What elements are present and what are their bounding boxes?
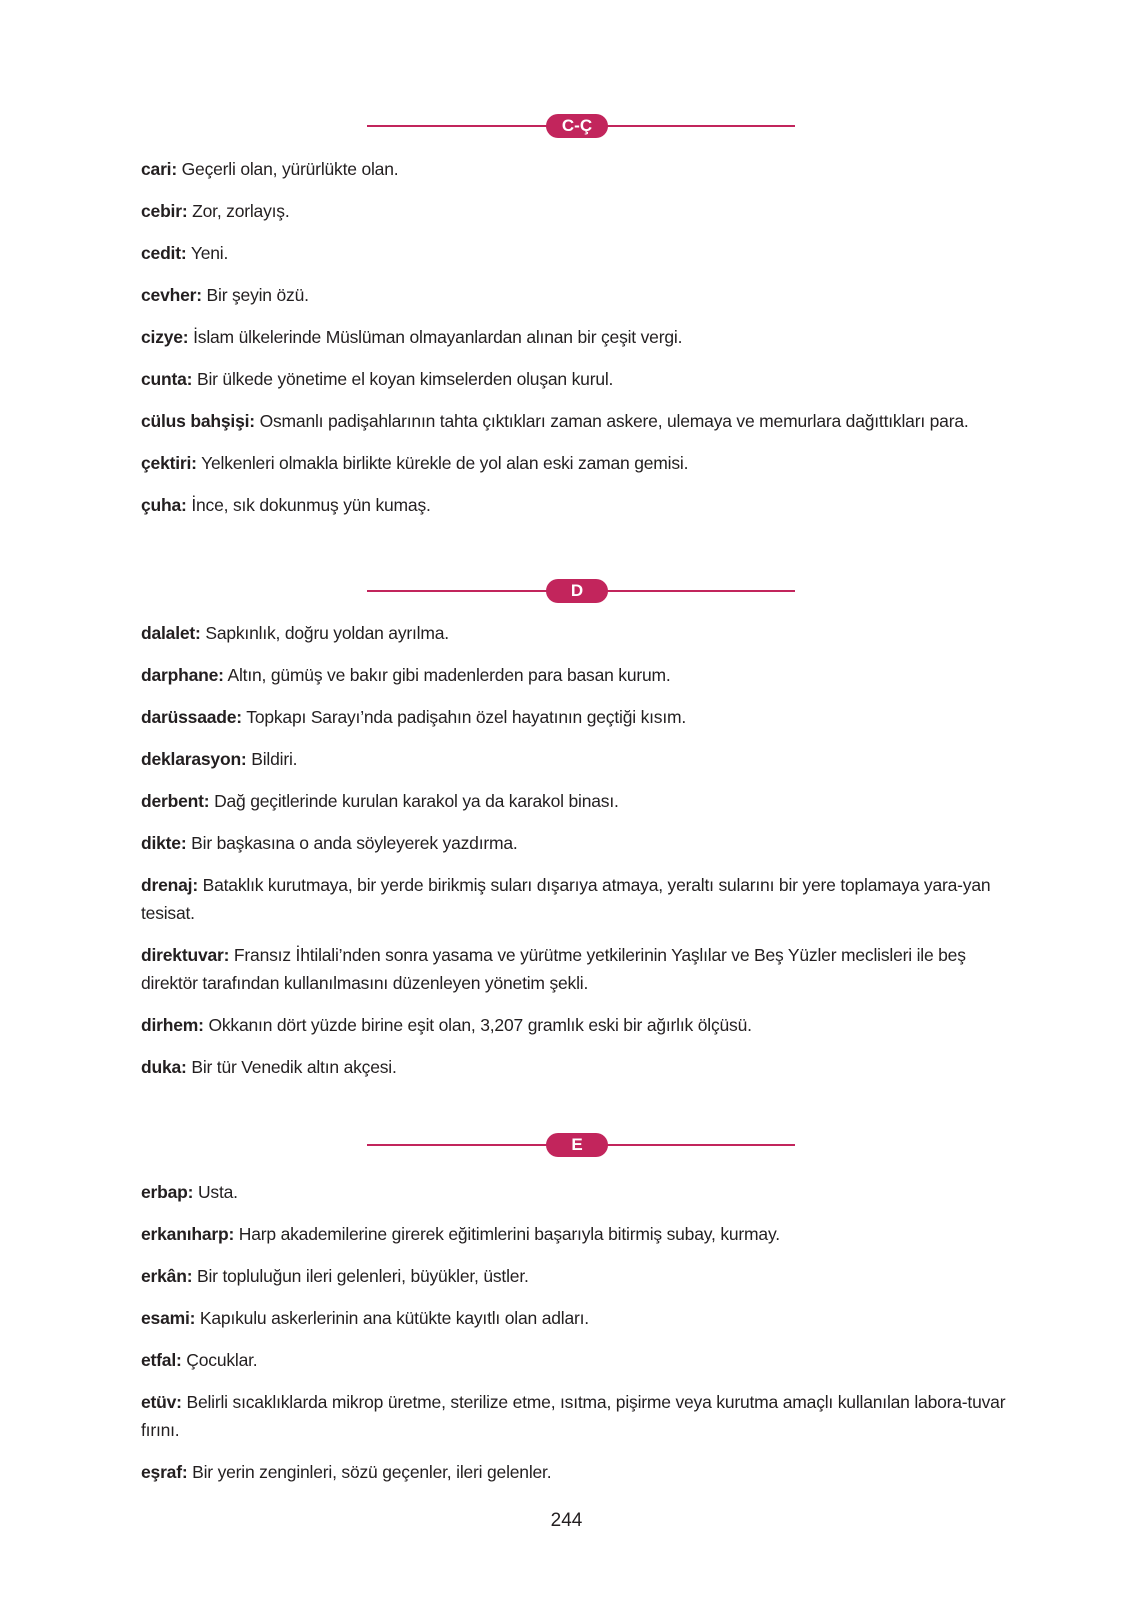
entry-definition: İslam ülkelerinde Müslüman olmayanlardan alınan bir çeşit vergi. bbox=[193, 327, 683, 347]
glossary-entry bbox=[141, 239, 1021, 267]
entry-definition: Topkapı Sarayı’nda padişahın özel hayatının geçtiği kısım. bbox=[246, 707, 687, 727]
glossary-entry bbox=[141, 1304, 1021, 1332]
entry-term: erkân: bbox=[141, 1266, 193, 1286]
entry-definition: Geçerli olan, yürürlükte olan. bbox=[181, 159, 399, 179]
entry-term: dikte: bbox=[141, 833, 187, 853]
section-header-d bbox=[367, 579, 795, 603]
entry-term: cebir: bbox=[141, 201, 188, 221]
glossary-entry bbox=[141, 745, 1021, 773]
entry-definition: Bir tür Venedik altın akçesi. bbox=[191, 1057, 397, 1077]
glossary-entry bbox=[141, 491, 1021, 519]
section-letter-badge: D bbox=[546, 579, 608, 603]
glossary-entry bbox=[141, 1178, 1021, 1206]
entry-term: dirhem: bbox=[141, 1015, 204, 1035]
entry-definition: Harp akademilerine girerek eğitimlerini başarıyla bitirmiş subay, kurmay. bbox=[238, 1224, 780, 1244]
entry-definition: Bir başkasına o anda söyleyerek yazdırma. bbox=[191, 833, 518, 853]
entry-definition: Bir şeyin özü. bbox=[206, 285, 309, 305]
entry-definition: Okkanın dört yüzde birine eşit olan, 3,207 gramlık eski bir ağırlık ölçüsü. bbox=[208, 1015, 752, 1035]
entry-definition: Sapkınlık, doğru yoldan ayrılma. bbox=[205, 623, 449, 643]
glossary-entry bbox=[141, 871, 1021, 927]
entry-term: cunta: bbox=[141, 369, 193, 389]
glossary-entry bbox=[141, 323, 1021, 351]
entry-definition: Fransız İhtilali’nden sonra yasama ve yürütme yetkilerinin Yaşlılar ve Beş Yüzler meclisleri ile beş direktör tarafından kullanılmasını düzenleyen yönetim şekli. bbox=[141, 945, 966, 993]
entry-term: darüssaade: bbox=[141, 707, 242, 727]
entry-term: cülus bahşişi: bbox=[141, 411, 255, 431]
glossary-entry bbox=[141, 197, 1021, 225]
entry-definition: Osmanlı padişahlarının tahta çıktıkları zaman askere, ulemaya ve memurlara dağıttıkları para. bbox=[259, 411, 969, 431]
entry-term: cedit: bbox=[141, 243, 187, 263]
glossary-entry bbox=[141, 407, 1021, 435]
entry-definition: Yeni. bbox=[190, 243, 229, 263]
entry-definition: Çocuklar. bbox=[186, 1350, 258, 1370]
entry-definition: Belirli sıcaklıklarda mikrop üretme, sterilize etme, ısıtma, pişirme veya kurutma amaçlı kullanılan labora-tuvar fırını. bbox=[141, 1392, 1006, 1440]
section-letter-badge: E bbox=[546, 1133, 608, 1157]
entry-term: dalalet: bbox=[141, 623, 201, 643]
entry-definition: Kapıkulu askerlerinin ana kütükte kayıtlı olan adları. bbox=[199, 1308, 589, 1328]
entry-term: drenaj: bbox=[141, 875, 198, 895]
entry-term: erbap: bbox=[141, 1182, 194, 1202]
glossary-entry bbox=[141, 703, 1021, 731]
entry-term: derbent: bbox=[141, 791, 210, 811]
entry-term: deklarasyon: bbox=[141, 749, 247, 769]
section-header-e bbox=[367, 1133, 795, 1157]
glossary-entry bbox=[141, 1011, 1021, 1039]
glossary-entry bbox=[141, 1053, 1021, 1081]
entry-term: cizye: bbox=[141, 327, 189, 347]
entry-definition: Altın, gümüş ve bakır gibi madenlerden para basan kurum. bbox=[227, 665, 671, 685]
glossary-entry bbox=[141, 155, 1021, 183]
glossary-entry bbox=[141, 449, 1021, 477]
section-letter-badge: C-Ç bbox=[546, 114, 608, 138]
glossary-entry bbox=[141, 1346, 1021, 1374]
entry-term: darphane: bbox=[141, 665, 224, 685]
glossary-entry bbox=[141, 829, 1021, 857]
entry-term: cevher: bbox=[141, 285, 202, 305]
entry-definition: Yelkenleri olmakla birlikte kürekle de yol alan eski zaman gemisi. bbox=[201, 453, 689, 473]
entry-term: esami: bbox=[141, 1308, 196, 1328]
section-header-c bbox=[367, 114, 795, 138]
entry-definition: İnce, sık dokunmuş yün kumaş. bbox=[191, 495, 431, 515]
entry-term: eşraf: bbox=[141, 1462, 188, 1482]
glossary-entry bbox=[141, 1388, 1021, 1444]
entry-term: etüv: bbox=[141, 1392, 182, 1412]
glossary-entry bbox=[141, 661, 1021, 689]
entry-term: çuha: bbox=[141, 495, 187, 515]
glossary-entry bbox=[141, 941, 1021, 997]
entry-definition: Bir ülkede yönetime el koyan kimselerden oluşan kurul. bbox=[196, 369, 614, 389]
entry-definition: Usta. bbox=[197, 1182, 238, 1202]
entry-definition: Bir yerin zenginleri, sözü geçenler, ileri gelenler. bbox=[192, 1462, 552, 1482]
glossary-entry bbox=[141, 787, 1021, 815]
glossary-entry bbox=[141, 1458, 1021, 1486]
entry-term: etfal: bbox=[141, 1350, 182, 1370]
glossary-entry bbox=[141, 1262, 1021, 1290]
glossary-entry bbox=[141, 619, 1021, 647]
page-number: 244 bbox=[550, 1510, 583, 1531]
entry-term: direktuvar: bbox=[141, 945, 230, 965]
entry-definition: Bildiri. bbox=[251, 749, 298, 769]
glossary-entry bbox=[141, 1220, 1021, 1248]
glossary-entry bbox=[141, 281, 1021, 309]
entry-term: cari: bbox=[141, 159, 177, 179]
entry-definition: Bataklık kurutmaya, bir yerde birikmiş suları dışarıya atmaya, yeraltı sularını bir yere toplamaya yara-yan tesisat. bbox=[141, 875, 991, 923]
entry-definition: Zor, zorlayış. bbox=[192, 201, 290, 221]
entry-term: erkanıharp: bbox=[141, 1224, 235, 1244]
entry-term: çektiri: bbox=[141, 453, 197, 473]
entry-term: duka: bbox=[141, 1057, 187, 1077]
entry-definition: Bir topluluğun ileri gelenleri, büyükler, üstler. bbox=[197, 1266, 529, 1286]
entry-definition: Dağ geçitlerinde kurulan karakol ya da karakol binası. bbox=[214, 791, 619, 811]
glossary-entry bbox=[141, 365, 1021, 393]
